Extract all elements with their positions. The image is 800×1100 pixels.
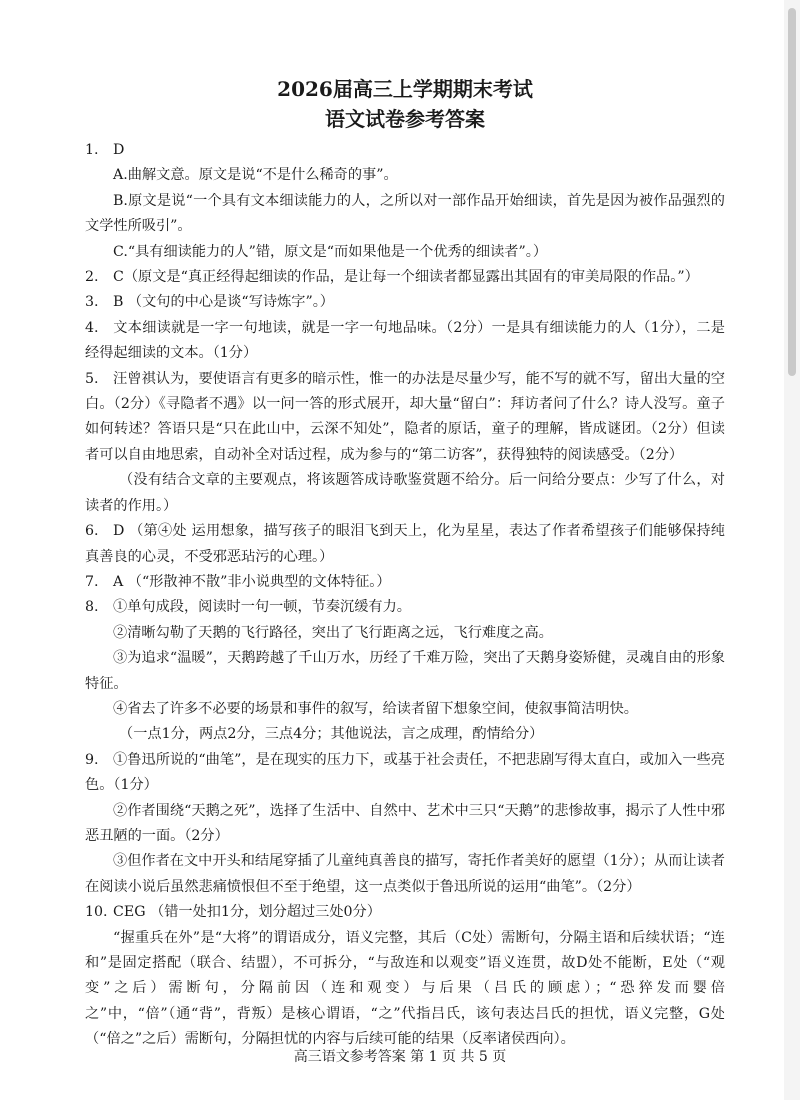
answer-item-8d: ④省去了许多不必要的场景和事件的叙写，给读者留下想象空间，使叙事简洁明快。	[113, 700, 638, 717]
item-number: 5.	[85, 370, 99, 387]
answer-note-5: （没有结合文章的主要观点，将该题答成诗歌鉴赏题不给分。后一问给分要点：少写了什么，对读者的作用。）	[85, 472, 725, 514]
item-text: 文本细读就是一字一句地读，就是一字一句地品味。（2分）一是具有细读能力的人（1分），二是经得起细读的文本。（1分）	[85, 319, 725, 362]
answer-sheet-page	[85, 72, 725, 1053]
answer-item-7	[85, 570, 725, 595]
item-text: D （第④处 运用想象，描写孩子的眼泪飞到天上，化为星星，表达了作者希望孩子们能够保持纯真善良的心灵，不受邪恶玷污的心理。）	[85, 523, 725, 565]
scrollbar-thumb[interactable]	[788, 8, 796, 376]
answer-item-4	[85, 316, 725, 367]
item-text: A （“形散神不散”非小说典型的文体特征。）	[113, 573, 391, 590]
answer-item-9	[85, 748, 725, 799]
page-title: 2026届高三上学期期末考试	[277, 77, 533, 101]
item-number: 3.	[85, 294, 99, 311]
item-text: ①单句成段，阅读时一句一顿，节奏沉缓有力。	[113, 599, 411, 616]
answer-item-8b: ②清晰勾勒了天鹅的飞行路径，突出了飞行距离之远，飞行难度之高。	[113, 624, 553, 641]
item-number: 9.	[85, 751, 99, 768]
answer-item-9b: ②作者围绕“天鹅之死”，选择了生活中、自然中、艺术中三只“天鹅”的悲惨故事，揭示了人性中邪恶丑陋的一面。（2分）	[85, 802, 725, 844]
item-text: ①鲁迅所说的“曲笔”，是在现实的压力下，或基于社会责任，不把悲剧写得太直白，或加入一些亮色。（1分）	[85, 751, 725, 794]
answer-item-1c: C.“具有细读能力的人”错，原文是“而如果他是一个优秀的细读者”。）	[113, 243, 548, 260]
item-number: 4.	[85, 319, 99, 336]
item-text: 汪曾祺认为，要使语言有更多的暗示性，惟一的办法是尽量少写，能不写的就不写，留出大量的空白。（2分）《寻隐者不遇》以一问一答的形式展开，却大量“留白”：拜访者问了什么？诗人没写。童子如何转述？答语只是“只在此山中，云深不知处”，隐者的原话，童子的理解，皆成谜团。（2分）但读者可以自由地思索，自动补全对话过程，成为参与的“第二访客”，获得独特的阅读感受。（2分）	[85, 370, 725, 463]
item-number: 8.	[85, 599, 99, 616]
answer-item-2	[85, 265, 725, 290]
answer-item-3	[85, 290, 725, 315]
answer-item-1b: B.原文是说“一个具有文本细读能力的人，之所以对一部作品开始细读，首先是因为被作品强烈的文学性所吸引”。	[85, 192, 725, 235]
answer-item-1	[85, 138, 725, 163]
answer-item-10	[85, 900, 725, 925]
item-number: 7.	[85, 573, 99, 590]
answer-item-1a: A.曲解文意。原文是说“不是什么稀奇的事”。	[113, 167, 398, 184]
page-subtitle: 语文试卷参考答案	[325, 107, 485, 131]
answer-item-6	[85, 519, 725, 570]
page-footer: 高三语文参考答案 第 1 页 共 5 页	[293, 1049, 507, 1065]
item-text: B （文句的中心是谈“写诗炼字”。）	[113, 294, 334, 311]
item-text: CEG （错一处扣1分，划分超过三处0分）	[113, 904, 381, 921]
item-text: D	[113, 142, 125, 158]
item-text: C（原文是“真正经得起细读的作品，是让每一个细读者都显露出其固有的审美局限的作品。”）	[113, 269, 699, 286]
answer-note-8: （一点1分，两点2分，三点4分；其他说法，言之成理，酌情给分）	[119, 726, 544, 743]
item-number: 6.	[85, 523, 99, 540]
answer-item-8	[85, 595, 725, 620]
answer-item-5	[85, 367, 725, 469]
answer-item-10b: “握重兵在外”是“大将”的谓语成分，语义完整，其后（C处）需断句，分隔主语和后续状语；“连和”是固定搭配（联合、结盟），不可拆分，“与敌连和以观变”语义连贯，故D处不能断，E处（“观变”之后）需断句，分隔前因（连和观变）与后果（吕氏的顾虑）；“恐猝发而婴倍之”中，“倍”（通“背”，背叛）是核心谓语，“之”代指吕氏，该句表达吕氏的担忧，语义完整，G处（“倍之”之后）需断句，分隔担忧的内容与后续可能的结果（反率诸侯西向）。	[85, 929, 725, 1048]
item-number: 2.	[85, 269, 99, 286]
answer-item-8c: ③为追求“温暖”，天鹅跨越了千山万水，历经了千难万险，突出了天鹅身姿矫健，灵魂自由的形象特征。	[85, 650, 725, 692]
item-number: 10.	[85, 904, 108, 921]
answer-item-9c: ③但作者在文中开头和结尾穿插了儿童纯真善良的描写，寄托作者美好的愿望（1分）；从而让读者在阅读小说后虽然悲痛愤恨但不至于绝望，这一点类似于鲁迅所说的运用“曲笔”。（2分）	[85, 853, 725, 895]
scrollbar[interactable]	[784, 0, 800, 1100]
item-number: 1.	[85, 142, 99, 158]
